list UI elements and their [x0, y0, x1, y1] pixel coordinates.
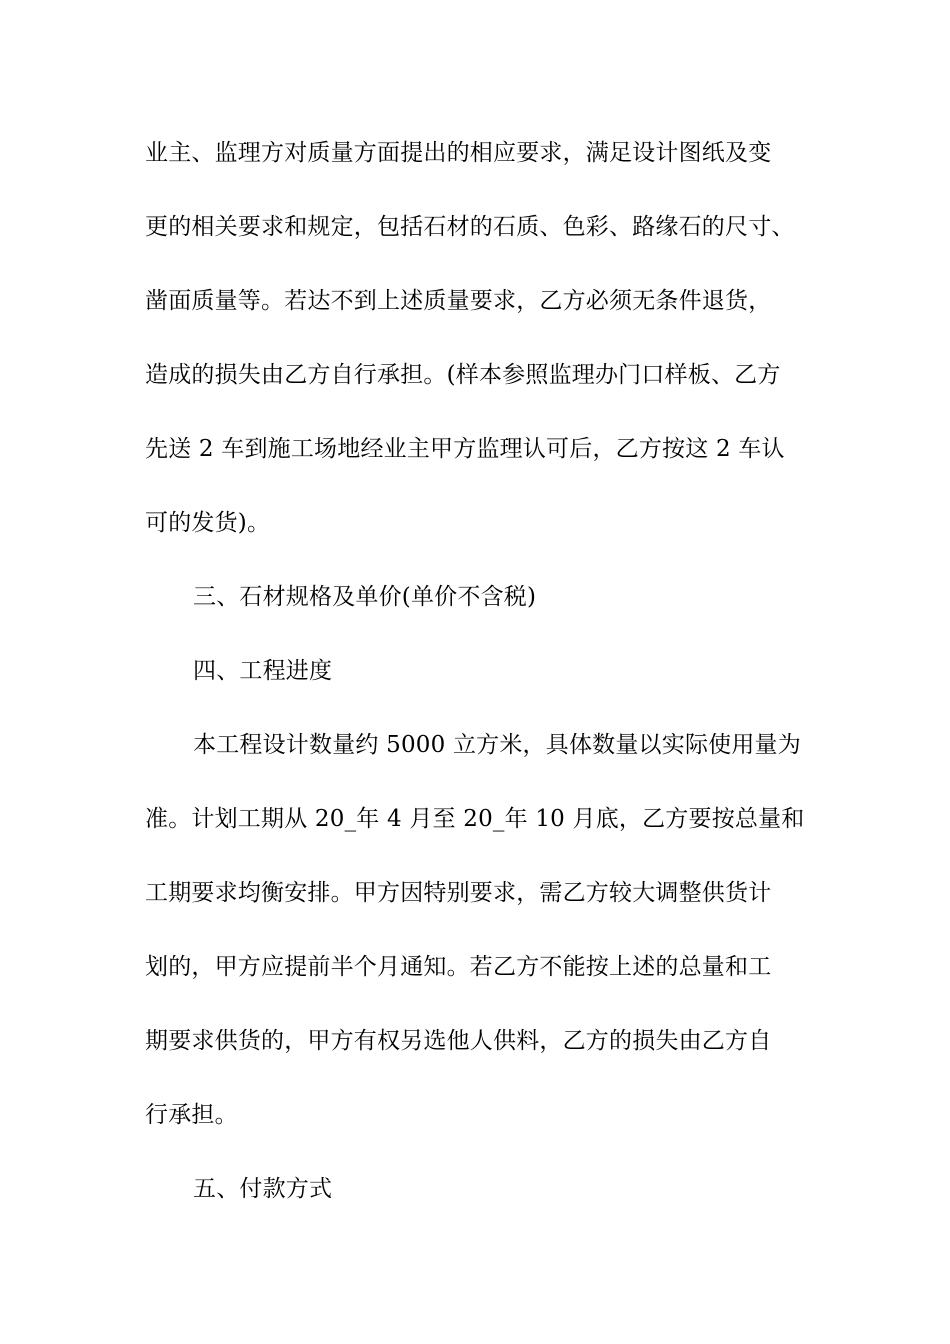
paragraph-line: 可的发货)。 [145, 510, 271, 536]
paragraph-line: 本工程设计数量约 5000 立方米，具体数量以实际使用量为 [193, 732, 801, 758]
paragraph-line: 造成的损失由乙方自行承担。(样本参照监理办门口样板、乙方 [145, 362, 781, 388]
paragraph-line: 凿面质量等。若达不到上述质量要求，乙方必须无条件退货， [145, 288, 772, 314]
section-heading-3: 三、石材规格及单价(单价不含税) [193, 584, 537, 610]
section-heading-4: 四、工程进度 [193, 658, 333, 684]
paragraph-line: 准。计划工期从 20_年 4 月至 20_年 10 月底，乙方要按总量和 [145, 806, 805, 832]
paragraph-line: 业主、监理方对质量方面提出的相应要求，满足设计图纸及变 [145, 140, 772, 166]
paragraph-line: 期要求供货的，甲方有权另选他人供料，乙方的损失由乙方自 [145, 1028, 772, 1054]
paragraph-line: 先送 2 车到施工场地经业主甲方监理认可后，乙方按这 2 车认 [145, 436, 785, 462]
section-heading-5: 五、付款方式 [193, 1176, 333, 1202]
paragraph-line: 工期要求均衡安排。甲方因特别要求，需乙方较大调整供货计 [145, 880, 772, 906]
paragraph-line: 更的相关要求和规定，包括石材的石质、色彩、路缘石的尺寸、 [145, 214, 795, 240]
paragraph-line: 行承担。 [145, 1102, 238, 1128]
paragraph-line: 划的，甲方应提前半个月通知。若乙方不能按上述的总量和工 [145, 954, 772, 980]
